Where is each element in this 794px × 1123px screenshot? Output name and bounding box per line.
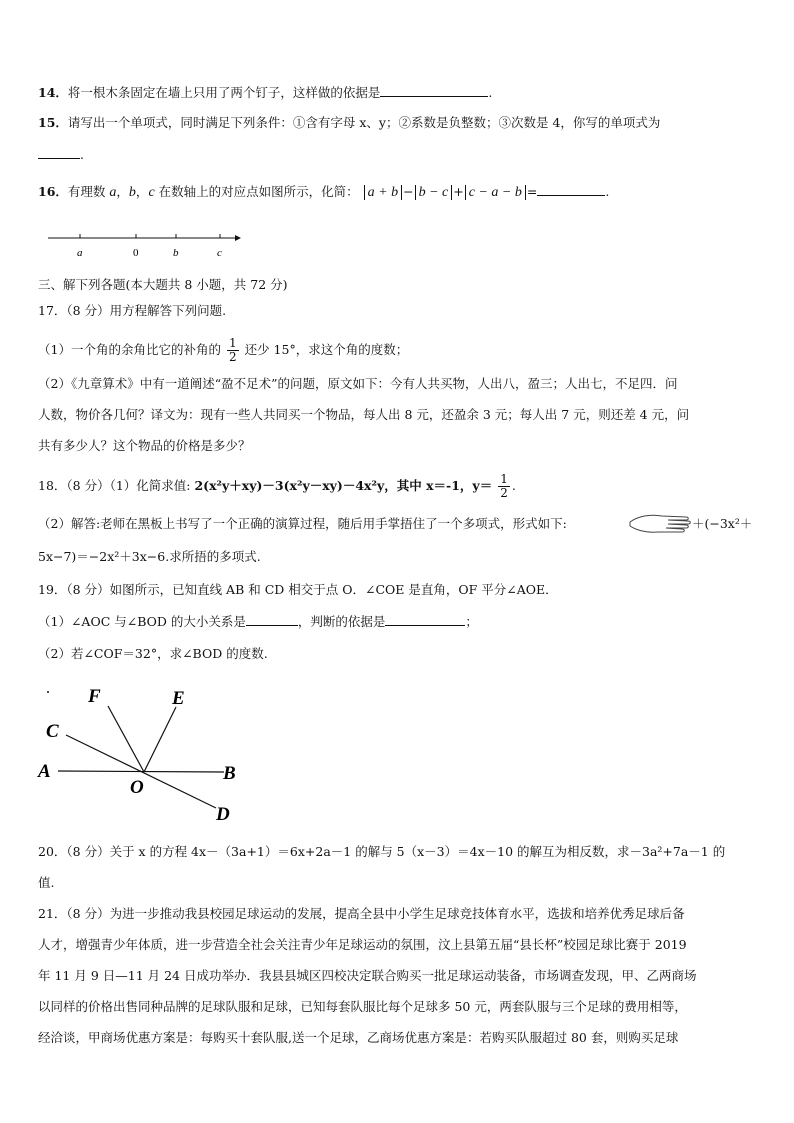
q14-answer-blank[interactable] [380,84,488,97]
q19-blank-2[interactable] [385,613,465,626]
q16-op-2: + [453,184,464,199]
q15-answer-blank[interactable] [38,146,80,159]
q14-end: . [488,85,493,100]
q15-line [38,115,660,131]
fig-label-O: O [130,777,144,798]
q20-line1: 20．（8 分）关于 x 的方程 4x－（3a+1）＝6x+2a－1 的解与 5（x－3）＝4x－10 的解互为相反数，求－3a²+7a－1 的 [38,844,726,859]
fig-label-C: C [46,721,59,742]
q16-abs-3: c − a − b [465,185,526,200]
nl-label-b: b [173,247,179,259]
q18-head: 18．（8 分）（1）化简求值: [38,478,191,493]
q17-p1-text-a: （1）一个角的余角比它的补角的 [38,342,221,357]
q16-text-a: 有理数 [67,184,106,199]
nl-label-c: c [217,247,222,259]
q16-line: 16．有理数 a，b，c 在数轴上的对应点如图所示，化简： a + b − b − c + c − a − b = . [38,184,610,200]
q19-head: 19．（8 分）如图所示，已知直线 AB 和 CD 相交于点 O．∠COE 是直角，OF 平分∠AOE． [38,582,558,597]
q21-line5: 经洽谈，甲商场优惠方案是：每购买十套队服,送一个足球，乙商场优惠方案是：若购买队服超过 80 套，则购买足球 [38,1030,679,1045]
q21-line3: 年 11 月 9 日—11 月 24 日成功举办．我县县城区四校决定联合购买一批足球运动装备，市场调查发现，甲、乙两商场 [38,968,697,983]
q17-part2-line1: （2）《九章算术》中有一道阐述“盈不足术”的问题，原文如下：今有人共买物，人出八，盈三；人出七，不足四．问 [38,376,678,391]
q19-blank-1[interactable] [246,613,298,626]
q19-p1-text-a: （1）∠AOC 与∠BOD 的大小关系是 [38,614,246,629]
q15-end: . [80,147,84,162]
q17-fraction [227,337,239,364]
nl-label-0: 0 [133,247,139,259]
section3-title: 三、解下列各题(本大题共 8 小题，共 72 分) [38,277,288,292]
q19-figure [36,680,256,825]
q14-line [38,84,492,101]
q16-eq: = [526,184,538,199]
q18-fraction [498,473,510,500]
fig-label-D: D [216,804,230,825]
q16-text-b: 在数轴上的对应点如图所示，化简： [158,184,359,199]
q15-line2 [38,146,84,163]
q16-var-a: a [109,185,117,200]
q18-p2-text: （2）解答:老师在黑板上书写了一个正确的演算过程，随后用手掌捂住了一个多项式，形式如下: [38,516,567,531]
q19-p1-end: ； [465,614,478,629]
q16-op-1: − [403,184,414,199]
q18-frac-num: 1 [500,472,508,486]
fig-label-F: F [88,686,101,707]
fig-label-B: B [223,763,236,784]
q17-part2-line3: 共有多少人？这个物品的价格是多少？ [38,438,251,453]
q18-part2-line2: 5x−7)＝−2x²＋3x−6.求所捂的多项式. [38,549,261,564]
q21-line1: 21．（8 分）为进一步推动我县校园足球运动的发展，提高全县中小学生足球竞技体育水平，选拔和培养优秀足球后备 [38,906,685,921]
q16-abs-1: a + b [364,185,402,200]
q18-part1 [38,473,516,500]
q18-part2-line1 [38,516,567,532]
q17-frac-den: 2 [228,350,237,364]
q17-frac-num: 1 [228,336,237,350]
q19-part2: （2）若∠COF＝32°，求∠BOD 的度数. [38,646,268,661]
fig-label-A: A [38,761,51,782]
q21-line2: 人才，增强青少年体质，进一步营造全社会关注青少年足球运动的氛围，汶上县第五届“县长杯”校园足球比赛于 2019 [38,937,687,952]
q14-text: 将一根木条固定在墙上只用了两个钉子，这样做的依据是 [67,85,381,100]
q18-expression: 2(x²y＋xy)－3(x²y－xy)－4x²y，其中 x＝-1，y＝ [194,478,493,493]
q20-line2: 值. [38,875,55,890]
fig-label-E: E [172,688,185,709]
q19-part1 [38,613,478,630]
q17-part1 [38,337,408,364]
q17-part2-line2: 人数，物价各几何？译文为：现有一些人共同买一个物品，每人出 8 元，还盈余 3 元；每人出 7 元，则还差 4 元，问 [38,407,690,422]
q15-number: 15． [38,115,68,130]
q18-frac-den: 2 [500,486,508,500]
q17-p1-text-b: 还少 15°，求这个角的度数； [244,342,409,357]
q16-number-line [40,230,250,262]
q15-text: 请写出一个单项式，同时满足下列条件：①含有字母 x、y；②系数是负整数；③次数是 4，你写的单项式为 [67,115,661,130]
q16-var-c: c [148,185,155,200]
q18-p2-tail: ＋(−3x²＋ [692,516,753,531]
hand-icon [628,508,692,538]
q16-end: . [605,184,610,199]
q16-number: 16． [38,184,68,199]
q21-line4: 以同样的价格出售同种品牌的足球队服和足球，已知每套队服比每个足球多 50 元，两套队服与三个足球的费用相等， [38,999,687,1014]
q14-number: 14． [38,85,68,100]
q17-head: 17．（8 分）用方程解答下列问题. [38,303,227,318]
q19-p1-text-b: ，判断的依据是 [297,614,386,629]
q16-answer-blank[interactable] [537,183,605,196]
q16-abs-2: b − c [415,185,453,200]
nl-label-a: a [77,247,83,259]
q18-end: . [511,478,516,493]
q16-var-b: b [128,185,136,200]
